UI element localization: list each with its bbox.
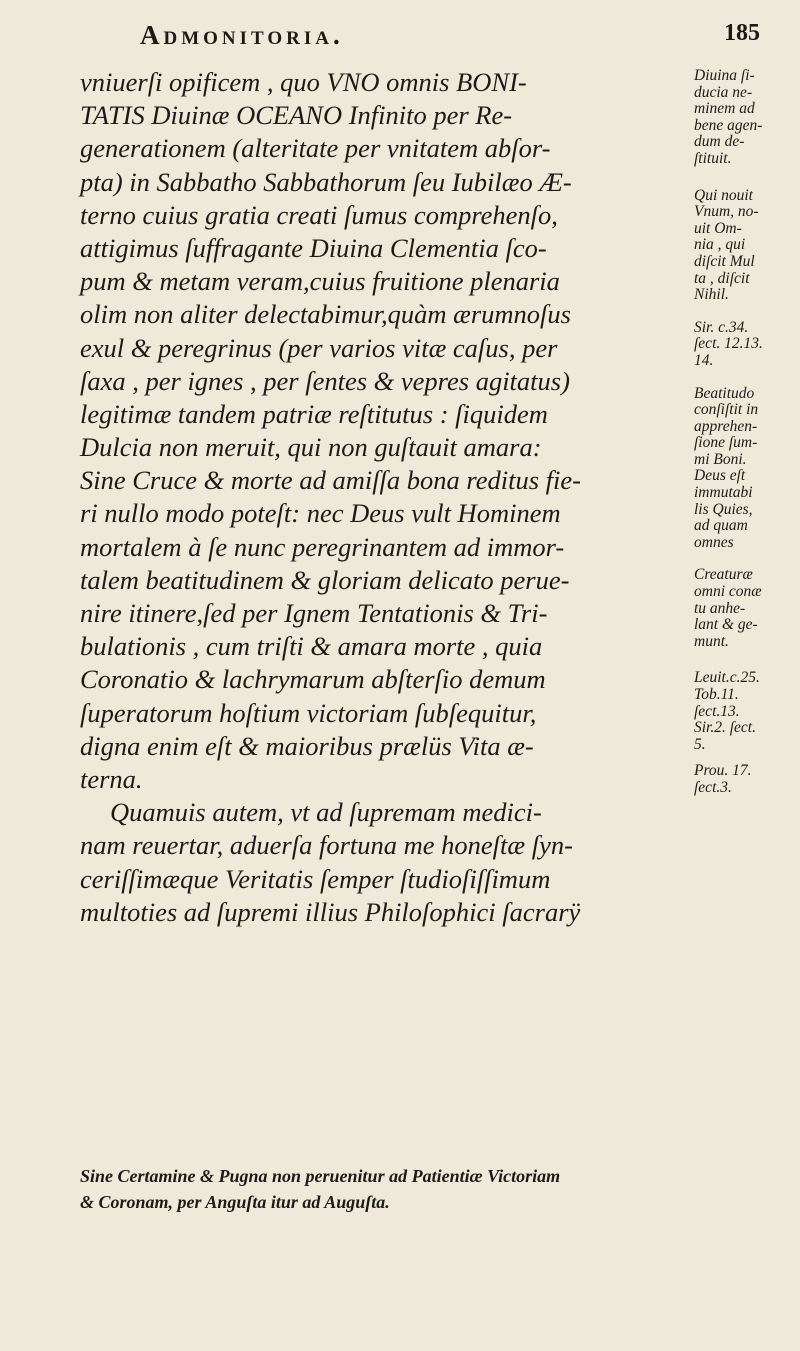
motto-line: & Coronam, per Anguſta itur ad Auguſta.: [80, 1192, 390, 1212]
margin-note: omnes: [694, 533, 734, 551]
text-line: legitimæ tandem patriæ reſtitutus : ſiquidem: [80, 398, 548, 429]
text-line: Dulcia non meruit, qui non guſtauit amara:: [80, 432, 542, 463]
margin-note: Tob.11.: [694, 686, 739, 703]
margin-note: ſect. 12.13.: [694, 335, 763, 353]
main-text-block: [80, 66, 690, 929]
text-line: Coronatio & lachrymarum abſterſio demum: [80, 664, 546, 695]
margin-note: tu anhe-: [694, 599, 746, 617]
margin-note: conſiſtit in: [694, 401, 759, 419]
margin-note: lis Quies,: [694, 500, 753, 518]
margin-note: Sir.2. ſect.: [694, 719, 756, 737]
text-line: TATIS Diuinæ OCEANO Infinito per Re-: [80, 100, 513, 131]
text-line: pta) in Sabbatho Sabbathorum ſeu Iubilæo Æ-: [80, 166, 572, 197]
text-line: Sine Cruce & morte ad amiſſa bona reditus fie-: [80, 465, 581, 496]
margin-note: minem ad: [694, 100, 755, 118]
text-line: attigimus ſuffragante Diuina Clementia ſco-: [80, 232, 547, 263]
motto-line: Sine Certamine & Pugna non peruenitur ad Patientiæ Victoriam: [80, 1166, 561, 1186]
text-line: nam reuertar, aduerſa fortuna me honeſtæ ſyn-: [80, 830, 573, 861]
margin-note: nia , qui: [694, 236, 746, 254]
margin-note: Deus eſt: [694, 467, 746, 485]
margin-note: bene agen-: [694, 116, 763, 134]
margin-note: Creaturæ: [694, 566, 753, 584]
margin-note: apprehen-: [694, 417, 758, 435]
margin-note: omni conæ: [694, 583, 762, 601]
margin-note: Sir. c.34.: [694, 318, 749, 336]
margin-note: ad quam: [694, 517, 748, 535]
running-title: Admonitoria.: [140, 20, 344, 50]
margin-note: Diuina ſi-: [694, 67, 755, 84]
margin-note: Beatitudo: [694, 384, 755, 402]
page-number: 185: [724, 20, 760, 46]
margin-note: ſtituit.: [694, 149, 732, 167]
margin-note: immutabi: [694, 484, 753, 502]
margin-note: 14.: [694, 351, 714, 369]
margin-note: ſect.3.: [694, 778, 732, 796]
text-line: terno cuius gratia creati ſumus comprehenſo,: [80, 199, 558, 230]
motto-footer: [80, 1163, 790, 1215]
margin-note: ducia ne-: [694, 83, 753, 101]
text-line: nire itinere,ſed per Ignem Tentationis & Tri-: [80, 598, 548, 628]
margin-note: dum de-: [694, 133, 745, 151]
text-line: generationem (alteritate per vnitatem abſor-: [80, 133, 551, 164]
margin-note: diſcit Mul: [694, 252, 755, 270]
margin-note: Vnum, no-: [694, 203, 759, 221]
text-line: talem beatitudinem & gloriam delicato perue-: [80, 564, 570, 595]
text-line: pum & metam veram,cuius fruitione plenaria: [80, 266, 560, 297]
text-line: ſaxa , per ignes , per ſentes & vepres agitatus): [80, 365, 570, 396]
text-line: exul & peregrinus (per varios vitæ caſus, per: [80, 332, 558, 363]
margin-note: lant & ge-: [694, 616, 758, 634]
text-line: vniuerſi opificem , quo VNO omnis BONI-: [80, 67, 527, 97]
text-line: ceriſſimæque Veritatis ſemper ſtudioſiſſimum: [80, 863, 551, 894]
text-line: multoties ad ſupremi illius Philoſophici ſacrarÿ: [80, 896, 581, 927]
text-line: ſuperatorum hoſtium victoriam ſubſequitur,: [80, 697, 537, 728]
margin-note: Nihil.: [694, 286, 729, 304]
margin-note: 5.: [694, 735, 706, 753]
margin-note: munt.: [694, 632, 729, 650]
running-head: [140, 20, 760, 60]
text-line: digna enim eſt & maioribus prælüs Vita æ-: [80, 730, 534, 761]
text-line: mortalem à ſe nunc peregrinantem ad immor-: [80, 531, 565, 562]
margin-note: Qui nouit: [694, 186, 753, 204]
text-line: ri nullo modo poteſt: nec Deus vult Hominem: [80, 498, 561, 529]
margin-note: ta , diſcit: [694, 269, 750, 287]
margin-note: ſect.13.: [694, 702, 740, 720]
text-line: olim non aliter delectabimur,quàm ærumnoſus: [80, 299, 571, 330]
text-line: bulationis , cum triſti & amara morte , quia: [80, 631, 543, 662]
margin-note: mi Boni.: [694, 450, 747, 468]
margin-note: ſione ſum-: [694, 434, 758, 452]
margin-note: uit Om-: [694, 219, 742, 237]
margin-note: Leuit.c.25.: [694, 669, 760, 687]
text-line: Quamuis autem, vt ad ſupremam medici-: [110, 797, 542, 828]
margin-note: Prou. 17.: [694, 762, 752, 780]
text-line: terna.: [80, 763, 143, 794]
marginal-notes: [694, 68, 799, 797]
